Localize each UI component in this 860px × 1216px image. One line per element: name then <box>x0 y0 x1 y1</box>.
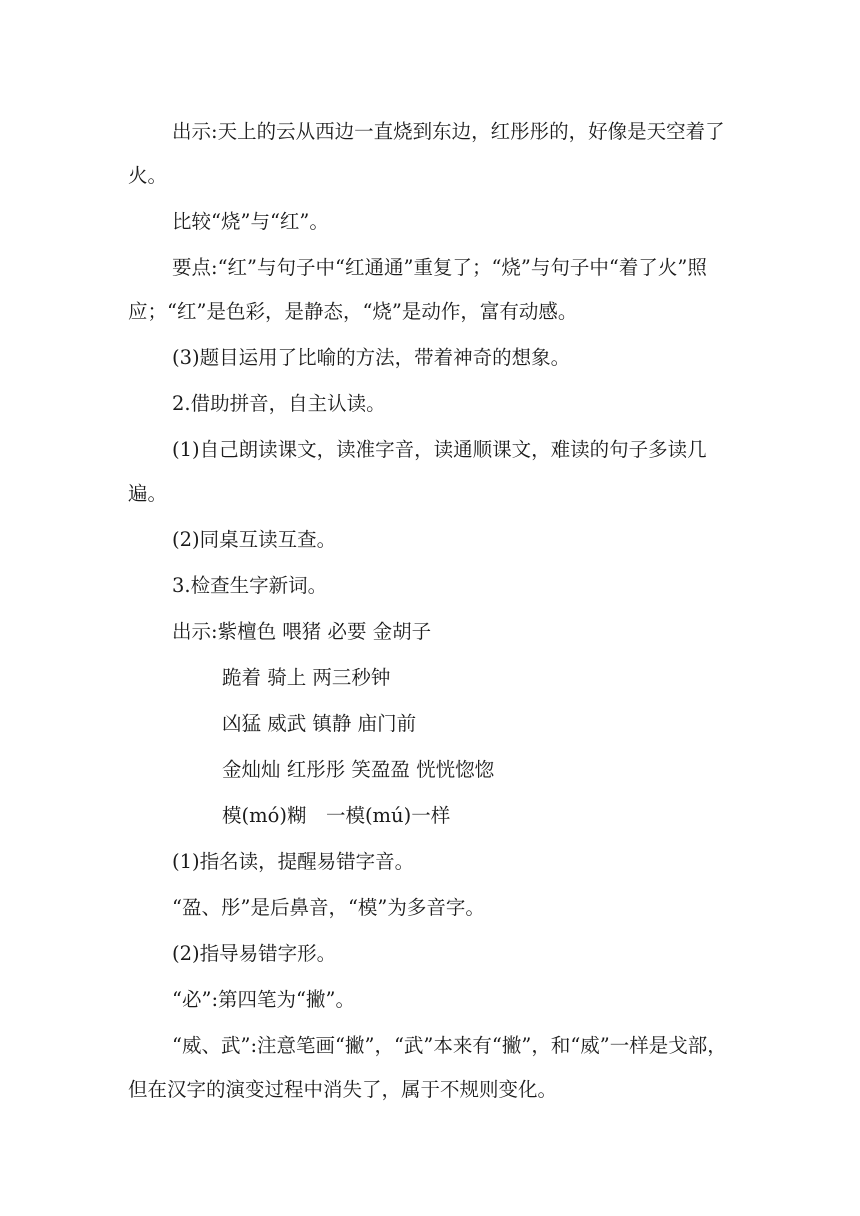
document-body <box>128 110 738 1114</box>
word-line: 金灿灿 红彤彤 笑盈盈 恍恍惚惚 <box>222 758 495 781</box>
paragraph-section-2: 2.借助拼音，自主认读。 <box>172 392 386 415</box>
paragraph-item-3: (3)题目运用了比喻的方法，带着神奇的想象。 <box>172 346 571 369</box>
paragraph-item-1-read: (1)自己朗读课文，读准字音，读通顺课文，难读的句子多读几遍。 <box>128 438 707 505</box>
word-line: 模(mó)糊 一模(mú)一样 <box>222 804 451 827</box>
paragraph-nasal-note: “盈、彤”是后鼻音，“模”为多音字。 <box>172 896 485 919</box>
paragraph-item-2-peer: (2)同桌互读互查。 <box>172 528 337 551</box>
paragraph-compare: 比较“烧”与“红”。 <box>172 210 329 233</box>
paragraph-bi-note: “必”:第四笔为“撇”。 <box>172 988 355 1011</box>
paragraph-key-points: 要点:“红”与句子中“红通通”重复了；“烧”与句子中“着了火”照应；“红”是色彩，是静态，“烧”是动作，富有动感。 <box>128 256 707 323</box>
paragraph-item-1-pronounce: (1)指名读，提醒易错字音。 <box>172 850 415 873</box>
paragraph-wei-wu-note: “威、武”:注意笔画“撇”，“武”本来有“撇”，和“威”一样是戈部，但在汉字的演变过程中消失了，属于不规则变化。 <box>128 1034 727 1101</box>
word-line: 凶猛 威武 镇静 庙门前 <box>222 712 417 735</box>
paragraph-item-2-shape: (2)指导易错字形。 <box>172 942 337 965</box>
paragraph-display-sentence: 出示:天上的云从西边一直烧到东边，红彤彤的，好像是天空着了火。 <box>128 120 725 187</box>
word-line: 跪着 骑上 两三秒钟 <box>222 666 391 689</box>
paragraph-word-display: 出示:紫檀色 喂猪 必要 金胡子 <box>172 620 432 643</box>
paragraph-section-3: 3.检查生字新词。 <box>172 574 328 597</box>
